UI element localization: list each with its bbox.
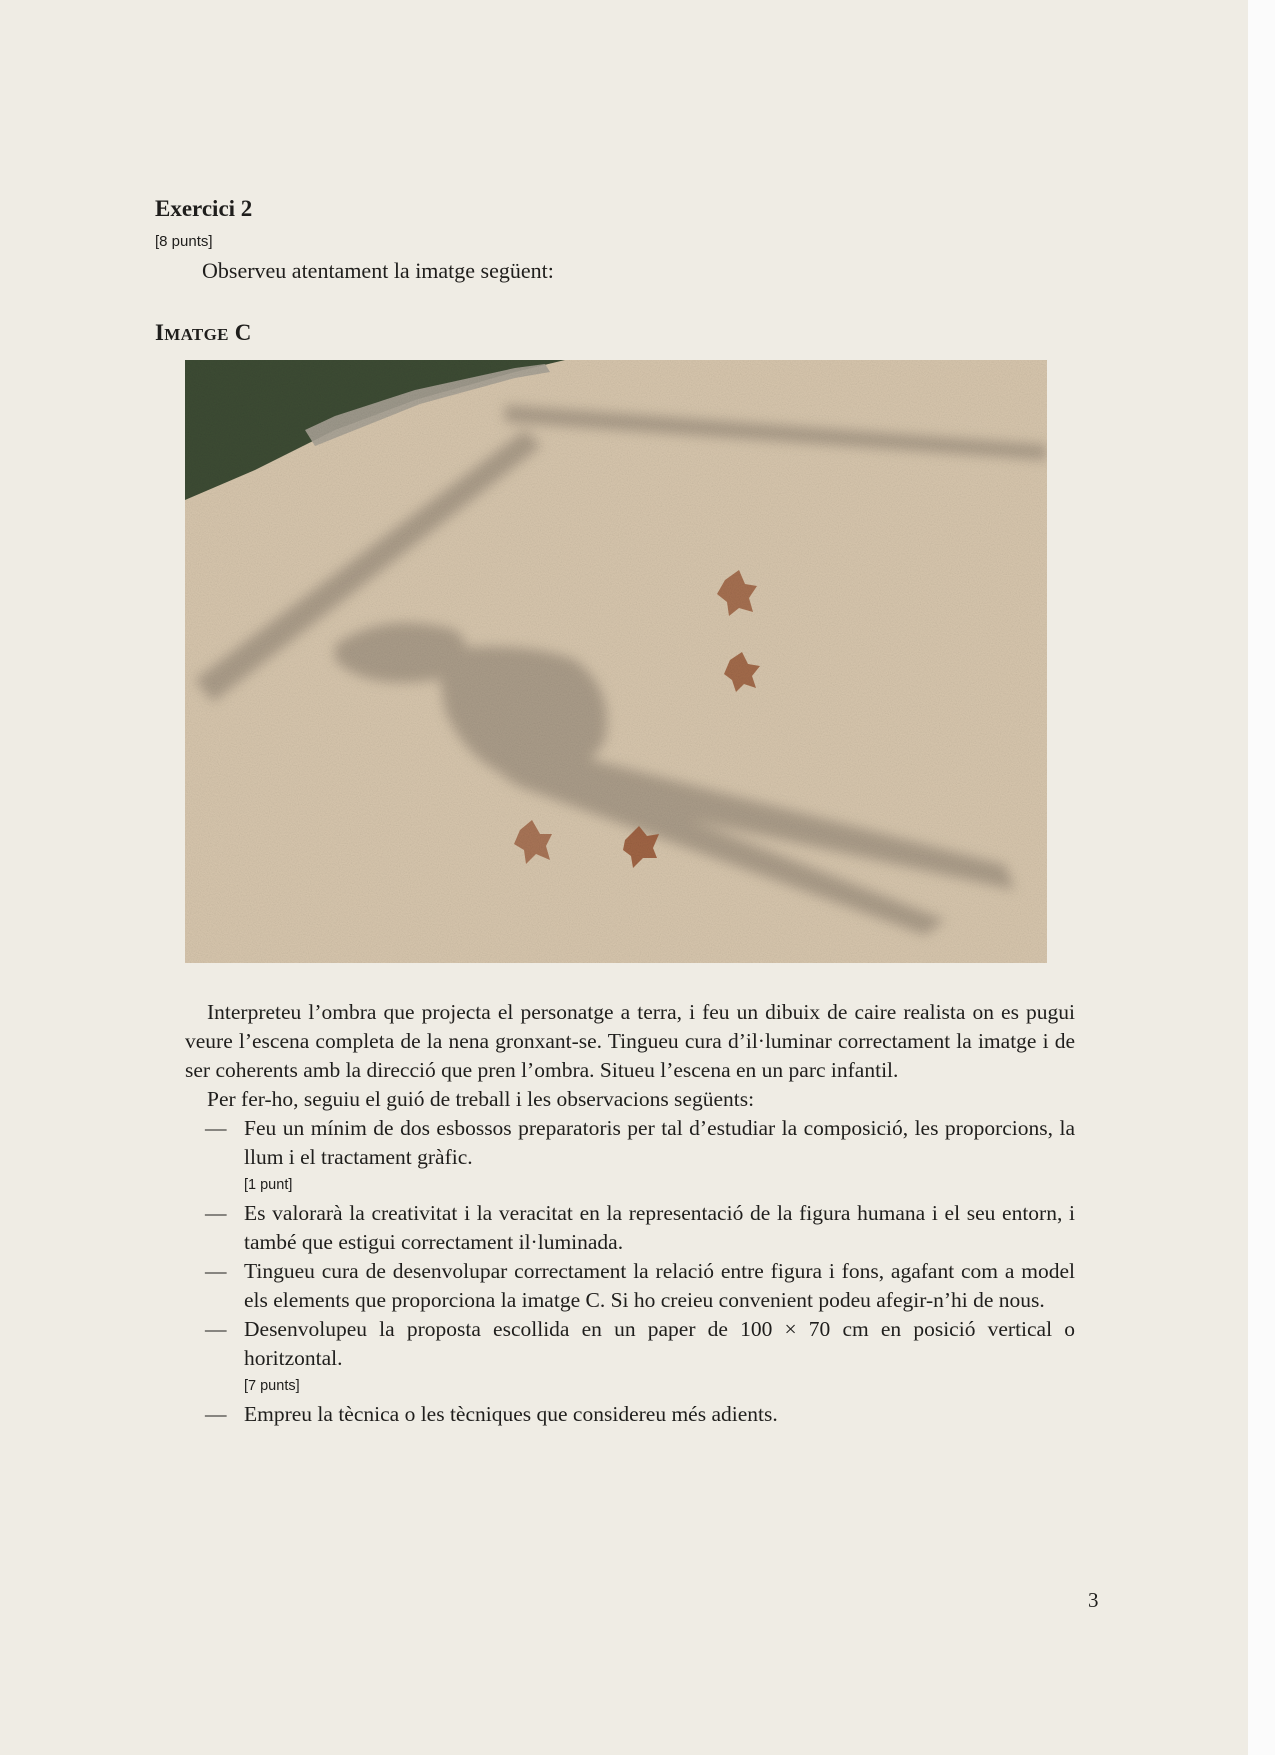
- figure-caption-smallcaps: MATGE: [164, 325, 229, 344]
- list-dash: —: [205, 1402, 227, 1426]
- guideline-text: Desenvolupeu la proposta escollida en un paper de 100 × 70 cm en posició vertical o horitzontal.: [244, 1317, 1075, 1370]
- instruction-paragraph: Interpreteu l’ombra que projecta el personatge a terra, i feu un dibuix de caire realista on es pugui veure l’escena completa de la nena gronxant-se. Tingueu cura d’il·luminar correctament la imatge i de ser coherents amb la direcció que pren l’ombra. Situeu l’escena en un parc infantil.: [185, 1000, 1075, 1082]
- item-points: [1 punt]: [244, 1177, 293, 1193]
- exercise-points: [8 punts]: [155, 233, 213, 250]
- exercise-body: [185, 998, 1075, 1429]
- guideline-item: [185, 1315, 1075, 1373]
- exercise-intro: Observeu atentament la imatge següent:: [202, 258, 554, 283]
- guideline-text: Tingueu cura de desenvolupar correctament la relació entre figura i fons, agafant com a model els elements que proporciona la imatge C. Si ho creieu convenient podeu afegir-n’hi de nous.: [244, 1259, 1075, 1312]
- list-dash: —: [205, 1201, 227, 1225]
- guideline-item: [185, 1199, 1075, 1257]
- guidelines-list-continued: [185, 1199, 1075, 1373]
- figure-caption-letter: C: [234, 320, 252, 345]
- guideline-item: [185, 1400, 1075, 1429]
- guideline-item: [185, 1114, 1075, 1172]
- figure-caption-initial: I: [155, 320, 165, 345]
- guideline-text: Feu un mínim de dos esbossos preparatoris per tal d’estudiar la composició, les proporcions, la llum i el tractament gràfic.: [244, 1116, 1075, 1169]
- item-points: [7 punts]: [244, 1378, 300, 1394]
- exercise-title: Exercici 2: [155, 196, 253, 221]
- guidelines-list-final: [185, 1400, 1075, 1429]
- guideline-text: Empreu la tècnica o les tècniques que considereu més adients.: [244, 1402, 778, 1426]
- figure-photo: [185, 360, 1047, 963]
- list-dash: —: [205, 1259, 227, 1283]
- guideline-text: Es valorarà la creativitat i la veracitat en la representació de la figura humana i el seu entorn, i també que estigui correctament il·luminada.: [244, 1201, 1075, 1254]
- shadow-on-sand-photo: [185, 360, 1047, 963]
- guidelines-list: [185, 1114, 1075, 1172]
- figure-caption: [155, 320, 252, 346]
- list-dash: —: [205, 1116, 227, 1140]
- guide-intro-paragraph: Per fer-ho, seguiu el guió de treball i les observacions següents:: [207, 1087, 755, 1111]
- guideline-item: [185, 1257, 1075, 1315]
- page-number: 3: [1088, 1588, 1099, 1612]
- list-dash: —: [205, 1317, 227, 1341]
